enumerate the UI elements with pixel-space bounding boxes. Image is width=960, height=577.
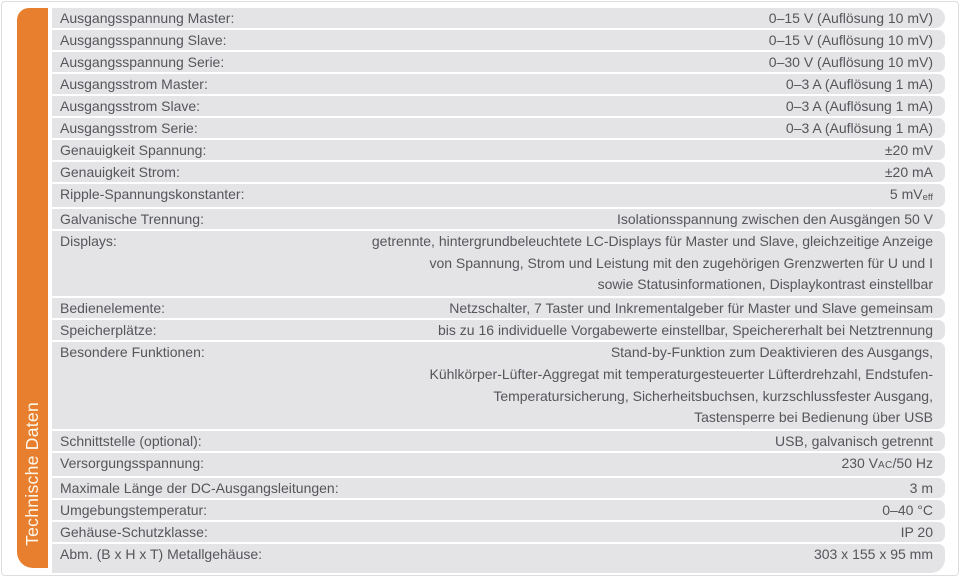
spec-label: Abm. (B x H x T) Metallgehäuse: [60,545,263,562]
spec-value-line: von Spannung, Strom und Leistung mit den zugehörigen Grenzwerten für U und I [429,254,933,271]
spec-value: 303 x 155 x 95 mm [813,545,933,562]
spec-value: IP 20 [900,523,933,540]
spec-value: 0–15 V (Auflösung 10 mV) [768,32,933,48]
spec-row [52,453,945,476]
spec-label: Besondere Funktionen: [60,344,205,361]
spec-label: Maximale Länge der DC-Ausgangsleitungen: [60,479,339,496]
spec-row [52,320,945,340]
spec-row [52,522,945,542]
spec-table [52,8,945,575]
spec-row [52,500,945,520]
spec-row [52,342,945,429]
spec-label: Umgebungstemperatur: [60,501,208,518]
spec-row [52,431,945,451]
spec-label: Bedienelemente: [60,300,166,317]
section-tab-technische-daten [17,8,48,568]
spec-row [52,162,945,182]
spec-label: Speicherplätze: [60,322,157,339]
spec-value: 0–15 V (Auflösung 10 mV) [768,10,933,26]
spec-value-line: sowie Statusinformationen, Displaykontrast einstellbar [597,276,933,293]
spec-label: Ausgangsstrom Slave: [60,98,201,114]
spec-row [52,231,945,296]
spec-row [52,298,945,318]
spec-row [52,30,945,50]
spec-value-line: getrennte, hintergrundbeleuchtete LC-Displays für Master und Slave, gleichzeitige Anzeige [371,233,933,249]
spec-value: 0–3 A (Auflösung 1 mA) [785,98,933,114]
spec-value: bis zu 16 individuelle Vorgabewerte einstellbar, Speichererhalt bei Netztrennung [438,322,933,339]
spec-row [52,478,945,498]
spec-value: 0–30 V (Auflösung 10 mV) [768,54,933,70]
spec-label: Ausgangsspannung Master: [60,10,235,26]
spec-value: ±20 mV [884,142,933,158]
spec-value: 0–40 °C [882,501,933,518]
spec-value: 0–3 A (Auflösung 1 mA) [785,120,933,136]
spec-row [52,52,945,72]
spec-label: Ausgangsspannung Serie: [60,54,225,70]
spec-label: Displays: [60,233,117,249]
spec-row [52,8,945,28]
spec-value: 5 mVeff [889,186,933,203]
spec-label: Genauigkeit Spannung: [60,142,207,158]
spec-value-line: Stand-by-Funktion zum Deaktivieren des Ausgangs, [610,344,933,361]
spec-row [52,209,945,229]
spec-label: Gehäuse-Schutzklasse: [60,523,208,540]
spec-row [52,74,945,94]
spec-label: Ausgangsstrom Serie: [60,120,198,136]
spec-row [52,96,945,116]
spec-value [205,342,945,429]
spec-value: 230 VAC/50 Hz [841,454,933,471]
section-tab-label: Technische Daten [22,402,42,546]
spec-value: 0–3 A (Auflösung 1 mA) [785,76,933,92]
spec-value-line: Kühlkörper-Lüfter-Aggregat mit temperaturgesteuerter Lüfterdrehzahl, Endstufen- [429,365,933,382]
spec-value: USB, galvanisch getrennt [775,432,933,449]
spec-row [52,544,945,573]
spec-label: Genauigkeit Strom: [60,164,180,180]
spec-label: Ausgangsspannung Slave: [60,32,227,48]
spec-label: Versorgungsspannung: [60,454,204,471]
spec-row [52,118,945,138]
spec-row [52,140,945,160]
spec-row [52,184,945,207]
spec-label: Schnittstelle (optional): [60,432,202,449]
spec-value-line: Tastensperre bei Bedienung über USB [694,409,933,426]
spec-value [117,231,945,296]
spec-value: Isolationsspannung zwischen den Ausgängen 50 V [616,211,933,227]
spec-label: Ripple-Spannungskonstanter: [60,186,245,202]
spec-value: Netzschalter, 7 Taster und Inkrementalgeber für Master und Slave gemeinsam [449,300,933,317]
spec-value: ±20 mA [884,164,933,180]
spec-value: 3 m [909,479,933,496]
spec-label: Galvanische Trennung: [60,211,204,227]
spec-value-line: Temperatursicherung, Sicherheitsbuchsen, kurzschlussfester Ausgang, [493,387,933,404]
spec-label: Ausgangsstrom Master: [60,76,208,92]
